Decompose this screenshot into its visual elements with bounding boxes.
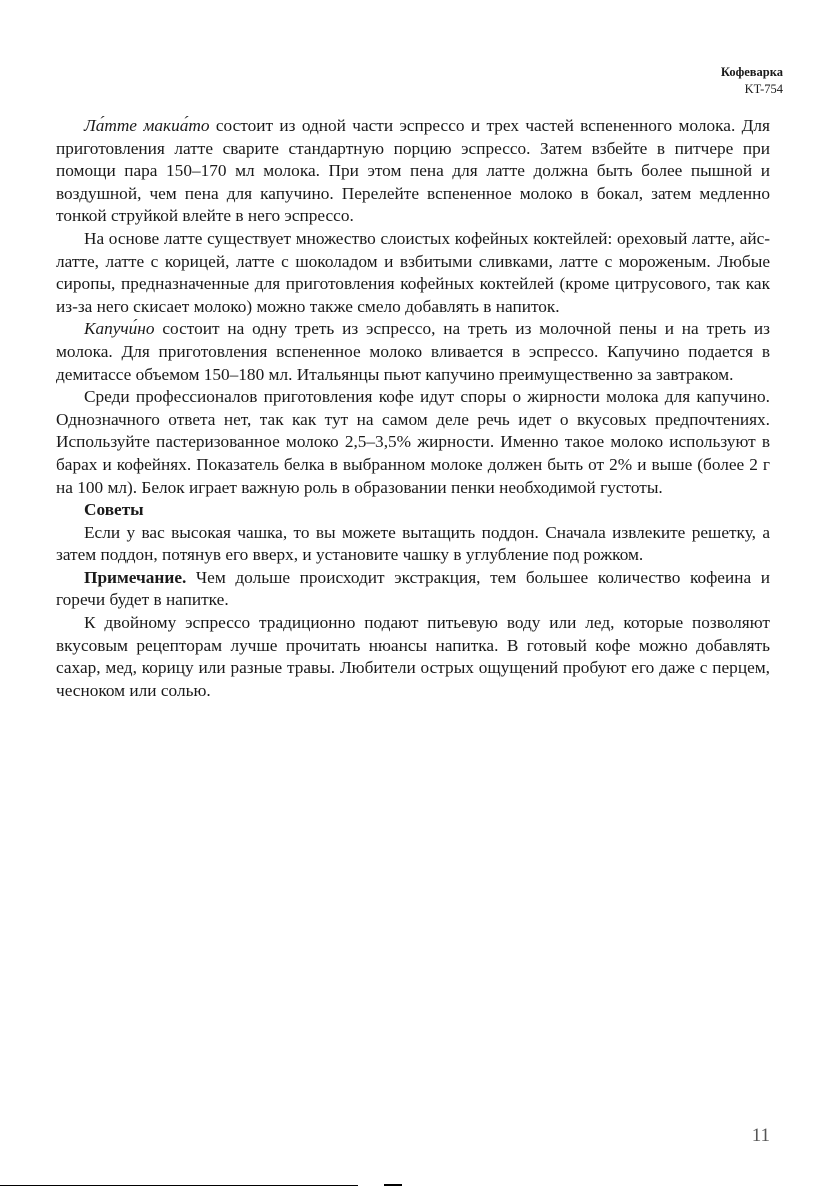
tips-paragraph-double-espresso [56, 612, 770, 702]
paragraph-latte-macchiato [56, 115, 770, 228]
term-latte-macchiato: Ла́тте макиа́то [84, 116, 210, 135]
tips-paragraph-cup [56, 522, 770, 567]
term-cappuccino: Капучи́но [84, 319, 155, 339]
paragraph-text: состоит из одной части эспрессо и трех частей вспененного молока. Для приготовления латте сварите стандартную порцию эспрессо. Затем взбейте в питчере при помощи пара 150–170 мл молока. При этом пена для латте должна быть более пышной и воздушной, чем пена для капучино. Перелейте вспененное молоко в бокал, затем медленно тонкой струйкой влейте в него эспрессо. [56, 116, 771, 226]
bottom-rule [0, 1185, 358, 1186]
brand-name: Кофеварка [720, 65, 783, 79]
page-header [721, 64, 783, 98]
tips-heading: Советы [84, 500, 144, 520]
bottom-crop-mark [384, 1184, 402, 1186]
paragraph-cappuccino [56, 318, 770, 386]
tips-note [56, 567, 770, 612]
paragraph-text: На основе латте существует множество слоистых кофейных коктейлей: ореховый латте, айс-латте, латте с корицей, латте с шоколадом и взбитыми сливками, латте с мороженым. Любые сиропы, предназначенные для приготовления кофейных коктейлей (кроме цитрусового, так как из-за него скисает молоко) можно также смело добавлять в напиток. [56, 228, 770, 316]
paragraph-text: К двойному эспрессо традиционно подают питьевую воду или лед, которые позволяют вкусовым рецепторам лучше прочитать нюансы напитка. В готовый кофе можно добавлять сахар, мед, корицу или разные травы. Любители острых ощущений пробуют его даже с перцем, чесноком или солью. [56, 613, 770, 700]
paragraph-milk-fat [56, 386, 770, 499]
paragraph-text: состоит на одну треть из эспрессо, на треть из молочной пены и на треть из молока. Для приготовления вспененное молоко вливается в эспрессо. Капучино подается в демитассе объемом 150–180 мл. Итальянцы пьют капучино преимущественно за завтраком. [56, 319, 770, 384]
model-number: KT-754 [744, 82, 783, 96]
paragraph-text: Если у вас высокая чашка, то вы можете вытащить поддон. Сначала извлеките решетку, а затем поддон, потянув его вверх, и установите чашку в углубление под рожком. [56, 522, 770, 565]
page-number: 11 [751, 1125, 770, 1146]
note-label: Примечание. [84, 567, 187, 587]
main-content [56, 115, 770, 702]
paragraph-text: Среди профессионалов приготовления кофе идут споры о жирности молока для капучино. Однозначного ответа нет, так как тут на самом деле речь идет о вкусовых предпочтениях. Используйте пастеризованное молоко 2,5–3,5% жирности. Именно такое молоко используют в барах и кофейнях. Показатель белка в выбранном молоке должен быть от 2% и выше (более 2 г на 100 мл). Белок играет важную роль в образовании пенки необходимой густоты. [56, 387, 770, 497]
paragraph-latte-cocktails [56, 228, 770, 318]
paragraph-text: Чем дольше происходит экстракция, тем большее количество кофеина и горечи будет в напитке. [56, 567, 770, 610]
